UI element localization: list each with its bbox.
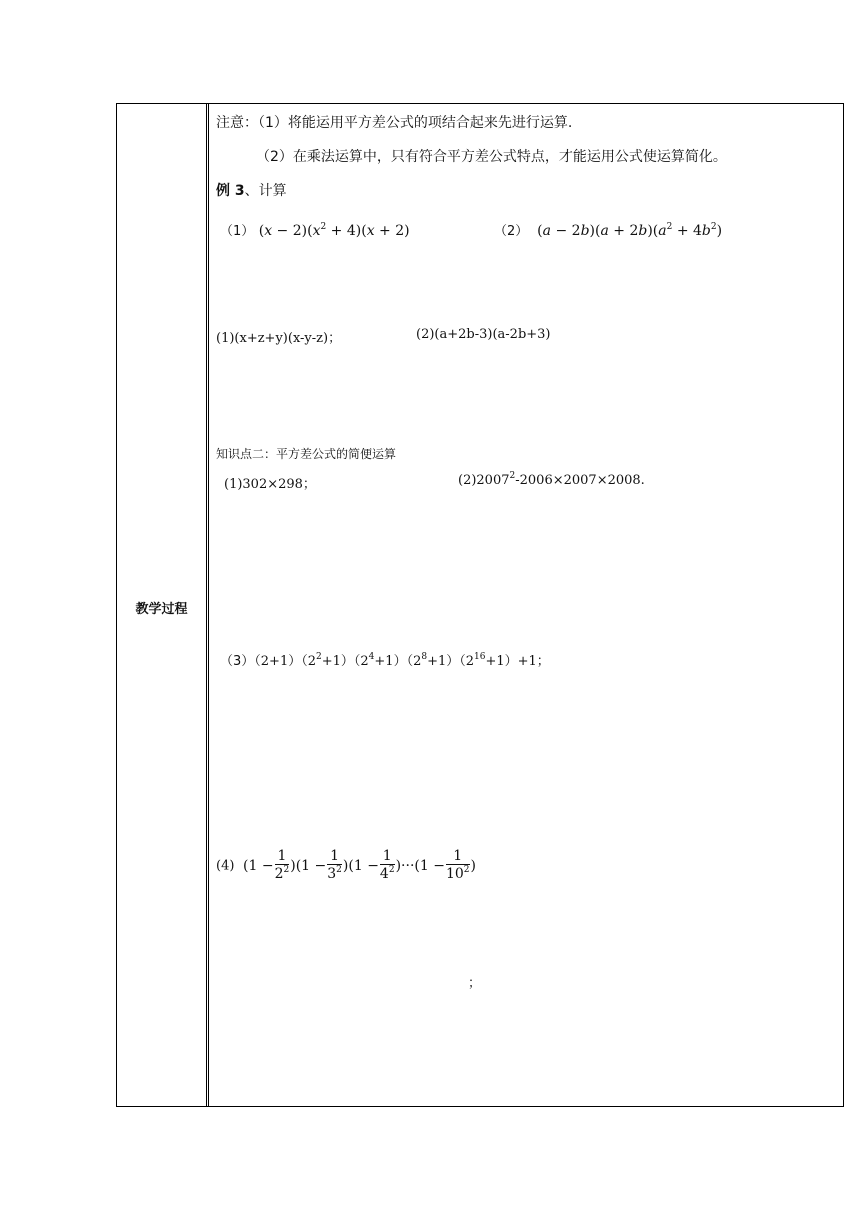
note-line-2: （2）在乘法运算中，只有符合平方差公式特点，才能运用公式使运算简化。 bbox=[256, 149, 727, 165]
shortcut-q3-label: （3） bbox=[220, 654, 255, 669]
problem-2-formula: $(a - 2b)(a + 2b)(a^2 + 4b^2)$ bbox=[532, 222, 723, 239]
column-divider bbox=[206, 104, 209, 1106]
lesson-table bbox=[116, 103, 844, 1107]
shortcut-q4-formula: (1 − $\frac{1}{2^2}$ )(1 − $\frac{1}{3^2}$ )(1 − $\frac{1}{4^2}$ )···(1 − $\frac{1}{10^2}$ ) bbox=[243, 848, 476, 882]
problem-1 bbox=[220, 220, 410, 239]
problem-1-label: （1） bbox=[220, 224, 255, 239]
shortcut-q3-formula: $(2+1)(2^2+1)(2^4+1)(2^8+1)(2^{16}+1)+1$； bbox=[254, 652, 550, 669]
example-3-number: 例 3 bbox=[216, 183, 245, 199]
example-3-heading bbox=[216, 180, 287, 200]
shortcut-q2-exponent: 2 bbox=[509, 471, 516, 481]
problem-2-label: （2） bbox=[494, 224, 529, 239]
example-3-title: 、计算 bbox=[244, 183, 287, 199]
problem-1-formula: $(x - 2)(x^2 + 4)(x + 2)$ bbox=[258, 222, 410, 239]
trailing-semicolon: ； bbox=[468, 976, 482, 991]
problem-2 bbox=[494, 220, 722, 239]
shortcut-q2 bbox=[458, 473, 645, 488]
row-label: 教学过程 bbox=[135, 602, 188, 617]
shortcut-q1: (1)302×298； bbox=[224, 477, 316, 492]
shortcut-q3 bbox=[220, 650, 550, 669]
problem-4: (2)(a+2b-3)(a-2b+3) bbox=[416, 327, 551, 342]
shortcut-q4 bbox=[216, 848, 476, 883]
problem-3: (1)(x+z+y)(x-y-z)； bbox=[216, 331, 342, 346]
shortcut-q2-rest: -2006×2007×2008. bbox=[515, 473, 645, 488]
shortcut-q2-prefix: (2)2007 bbox=[458, 473, 510, 488]
shortcut-q4-label: (4) bbox=[216, 858, 235, 874]
knowledge-2-heading: 知识点二：平方差公式的简便运算 bbox=[216, 447, 397, 461]
note-line-1: 注意：（1）将能运用平方差公式的项结合起来先进行运算. bbox=[216, 115, 573, 131]
